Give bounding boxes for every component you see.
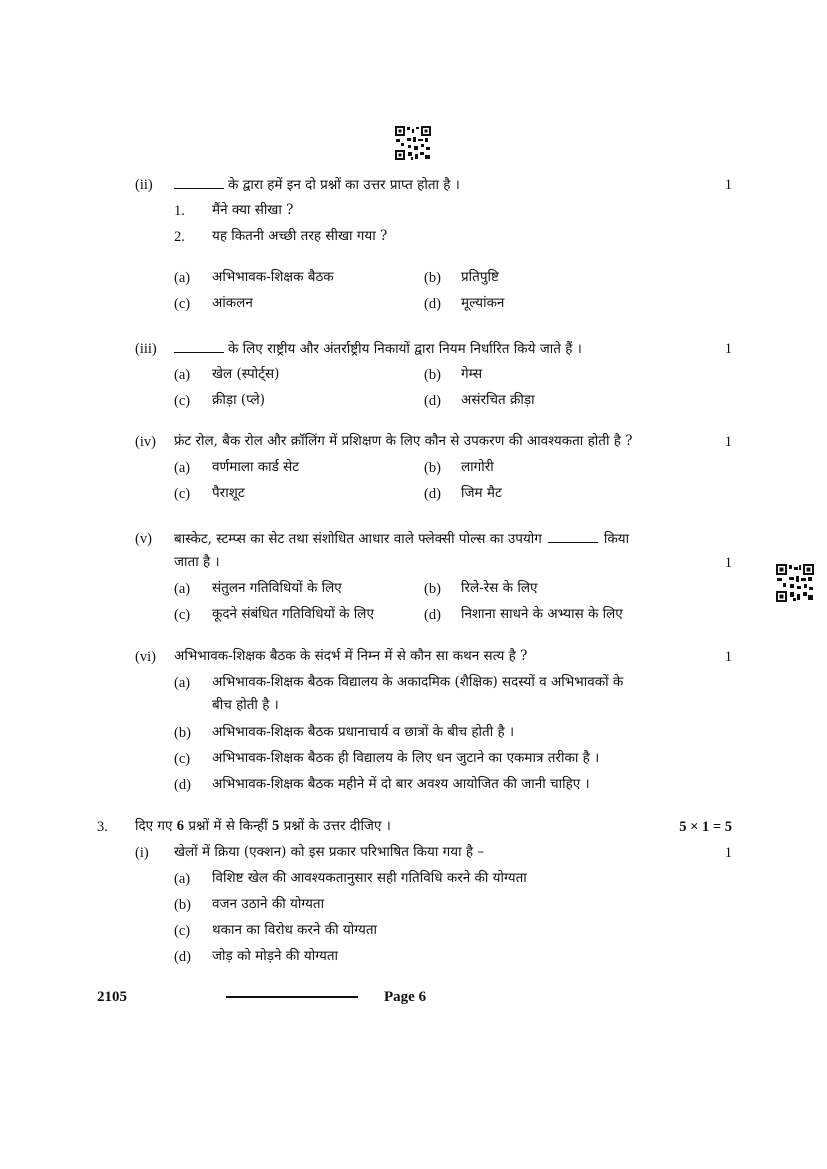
option-label: (a) xyxy=(174,581,191,597)
option-text: जोड़ को मोड़ने की योग्यता xyxy=(212,948,339,964)
option-text: अभिभावक-शिक्षक बैठक विद्यालय के अकादमिक (शैक्षिक) सदस्यों व अभिभावकों के xyxy=(212,674,624,690)
option-text: गेम्स xyxy=(461,366,483,382)
option-text: निशाना साधने के अभ्यास के लिए xyxy=(461,606,623,622)
option-label: (c) xyxy=(174,923,191,939)
question-text-line2: जाता है । xyxy=(174,554,220,570)
instruction-part: प्रश्नों में से किन्हीं xyxy=(188,818,268,834)
fill-blank xyxy=(548,528,598,543)
marks: 1 xyxy=(724,555,732,571)
option-label: (d) xyxy=(424,607,441,623)
fill-blank xyxy=(174,338,224,353)
question-text-content: बास्केट, स्टम्प्स का सेट तथा संशोधित आधार वाले फ्लेक्सी पोल्स का उपयोग xyxy=(174,531,542,547)
paper-code: 2105 xyxy=(97,989,127,1005)
option-text: लागोरी xyxy=(461,459,494,475)
option-label: (d) xyxy=(174,949,191,965)
marks: 1 xyxy=(724,177,732,193)
option-text: अभिभावक-शिक्षक बैठक महीने में दो बार अवश्य आयोजित की जानी चाहिए । xyxy=(212,776,590,792)
count-total: 6 xyxy=(176,818,185,834)
question-text-content: के द्वारा हमें इन दो प्रश्नों का उत्तर प्राप्त होता है । xyxy=(228,177,460,193)
option-label: (c) xyxy=(174,607,191,623)
option-label: (a) xyxy=(174,367,191,383)
option-text: अभिभावक-शिक्षक बैठक प्रधानाचार्य व छात्रों के बीच होती है । xyxy=(212,724,515,740)
option-label: (d) xyxy=(174,777,191,793)
option-label: (d) xyxy=(424,393,441,409)
option-text-line2: बीच होती है । xyxy=(212,697,279,713)
question-text xyxy=(174,174,460,195)
footer-divider xyxy=(226,996,358,998)
question-number: (iii) xyxy=(135,341,157,357)
option-text: असंरचित क्रीड़ा xyxy=(461,392,535,408)
option-label: (c) xyxy=(174,393,191,409)
question-number: (vi) xyxy=(135,649,156,665)
question-text: फ्रंट रोल, बैक रोल और क्रॉलिंग में प्रशिक्षण के लिए कौन से उपकरण की आवश्यकता होती है ? xyxy=(174,433,633,449)
sub-text: यह कितनी अच्छी तरह सीखा गया ? xyxy=(212,228,388,244)
option-label: (b) xyxy=(424,460,441,476)
question-text: अभिभावक-शिक्षक बैठक के संदर्भ में निम्न में से कौन सा कथन सत्य है ? xyxy=(174,648,528,664)
marks: 1 xyxy=(724,845,732,861)
option-label: (b) xyxy=(424,367,441,383)
side-qr-code-icon xyxy=(776,564,814,602)
option-text: पैराशूट xyxy=(212,485,245,501)
option-text: प्रतिपुष्टि xyxy=(461,269,499,285)
question-number: (ii) xyxy=(135,177,153,193)
option-label: (a) xyxy=(174,460,191,476)
option-label: (c) xyxy=(174,486,191,502)
question-number: (iv) xyxy=(135,434,156,450)
question-text-content: के लिए राष्ट्रीय और अंतर्राष्ट्रीय निकायों द्वारा नियम निर्धारित किये जाते हैं । xyxy=(228,341,582,357)
fill-blank xyxy=(174,174,224,189)
question-text xyxy=(174,528,629,549)
option-label: (a) xyxy=(174,675,191,691)
section-marks: 5 × 1 = 5 xyxy=(679,819,732,835)
option-text: संतुलन गतिविधियों के लिए xyxy=(212,580,342,596)
option-text: रिले-रेस के लिए xyxy=(461,580,538,596)
option-text: अभिभावक-शिक्षक बैठक xyxy=(212,269,334,285)
question-text-end: किया xyxy=(603,531,630,547)
option-text: खेल (स्पोर्ट्स) xyxy=(212,366,280,382)
option-text: जिम मैट xyxy=(461,485,502,501)
option-label: (b) xyxy=(174,897,191,913)
top-qr-code-icon xyxy=(395,126,431,160)
option-text: क्रीड़ा (प्ले) xyxy=(212,392,265,408)
question-number: (i) xyxy=(135,845,149,861)
sub-text: मैंने क्या सीखा ? xyxy=(212,202,294,218)
marks: 1 xyxy=(724,341,732,357)
option-text: मूल्यांकन xyxy=(461,295,505,311)
instruction-part: प्रश्नों के उत्तर दीजिए । xyxy=(283,818,391,834)
question-instruction xyxy=(135,816,391,836)
question-text xyxy=(174,338,582,359)
option-label: (a) xyxy=(174,270,191,286)
marks: 1 xyxy=(724,434,732,450)
count-answer: 5 xyxy=(272,818,280,834)
question-number: (v) xyxy=(135,531,152,547)
option-label: (b) xyxy=(424,581,441,597)
option-text: अभिभावक-शिक्षक बैठक ही विद्यालय के लिए धन जुटाने का एकमात्र तरीका है । xyxy=(212,750,600,766)
option-label: (b) xyxy=(174,725,191,741)
sub-number: 1. xyxy=(174,203,185,219)
option-text: कूदने संबंधित गतिविधियों के लिए xyxy=(212,606,374,622)
option-text: आंकलन xyxy=(212,295,253,311)
option-text: वजन उठाने की योग्यता xyxy=(212,896,325,912)
option-label: (a) xyxy=(174,871,191,887)
page-number: Page 6 xyxy=(384,989,427,1005)
question-text: खेलों में क्रिया (एक्शन) को इस प्रकार परिभाषित किया गया है – xyxy=(174,844,485,860)
marks: 1 xyxy=(724,649,732,665)
instruction-part: दिए गए xyxy=(135,818,173,834)
option-label: (c) xyxy=(174,296,191,312)
option-label: (d) xyxy=(424,486,441,502)
sub-number: 2. xyxy=(174,229,185,245)
option-text: विशिष्ट खेल की आवश्यकतानुसार सही गतिविधि करने की योग्यता xyxy=(212,870,527,886)
option-label: (d) xyxy=(424,296,441,312)
option-label: (c) xyxy=(174,751,191,767)
option-text: वर्णमाला कार्ड सेट xyxy=(212,459,300,475)
question-number: 3. xyxy=(97,819,108,835)
option-label: (b) xyxy=(424,270,441,286)
option-text: थकान का विरोध करने की योग्यता xyxy=(212,922,378,938)
